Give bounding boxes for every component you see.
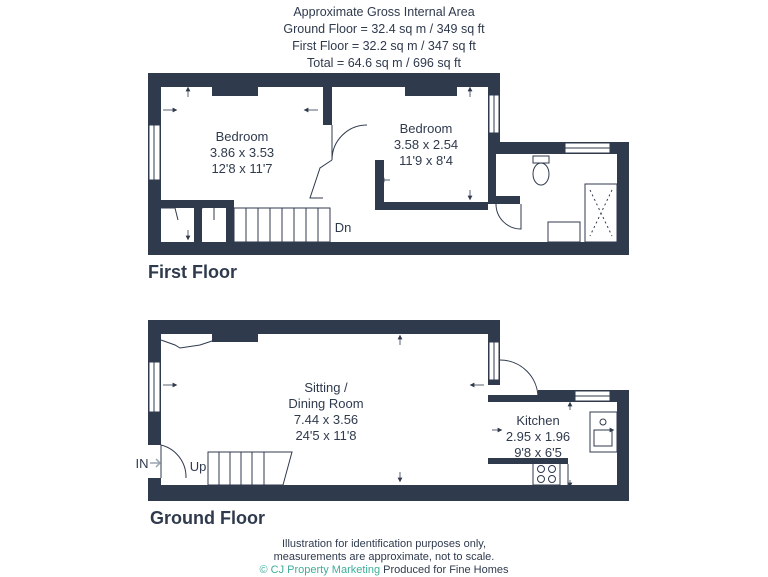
hob xyxy=(533,462,560,485)
stairs-side-wall xyxy=(226,200,234,242)
chimney-breast xyxy=(212,84,258,96)
area-title: Approximate Gross Internal Area xyxy=(293,5,475,19)
bathroom-right-wall xyxy=(617,142,629,255)
sitting-room-imperial: 24'5 x 11'8 xyxy=(295,428,357,443)
total-area: Total = 64.6 sq m / 696 sq ft xyxy=(307,56,461,70)
ground-floor-left-wall-lower xyxy=(148,478,161,501)
entrance-arrow-icon xyxy=(150,459,160,467)
disclaimer-line2: measurements are approximate, not to scale. xyxy=(273,551,495,563)
stairs-up-label: Up xyxy=(189,459,207,474)
bedroom2-metric: 3.58 x 2.54 xyxy=(393,137,459,152)
partition-wall-upper xyxy=(323,87,332,125)
bedroom2-bottom-wall xyxy=(375,202,488,210)
bathroom-left-wall xyxy=(488,154,496,204)
sitting-room-name-1: Sitting / xyxy=(304,380,348,395)
ground-floor-top-wall xyxy=(148,320,500,334)
door-swing xyxy=(496,204,521,229)
front-door[interactable] xyxy=(161,445,186,478)
kitchen-door[interactable] xyxy=(500,360,538,398)
stairs-down-label: Dn xyxy=(334,220,352,235)
kitchen-imperial: 9'8 x 6'5 xyxy=(514,445,562,460)
ground-floor-label: Ground Floor xyxy=(150,508,265,528)
bedroom2-name: Bedroom xyxy=(399,121,453,136)
ground-chimney-breast xyxy=(212,330,258,342)
ground-floor-bottom-wall xyxy=(148,485,629,501)
bedroom1-imperial: 12'8 x 11'7 xyxy=(211,161,273,176)
washbasin xyxy=(548,222,580,242)
landing-wall xyxy=(161,200,226,208)
door-swing xyxy=(332,125,367,160)
bedroom2-imperial: 11'9 x 8'4 xyxy=(399,153,453,168)
entrance-label: IN xyxy=(135,456,149,471)
bathroom-fittings xyxy=(533,156,617,242)
disclaimer-line1: Illustration for identification purposes only, xyxy=(281,538,486,550)
kitchen-metric: 2.95 x 1.96 xyxy=(505,429,571,444)
cupboard-wall xyxy=(194,200,202,242)
sitting-room-metric: 7.44 x 3.56 xyxy=(293,412,359,427)
first-floor-label: First Floor xyxy=(148,262,237,282)
toilet-cistern xyxy=(533,156,549,163)
toilet xyxy=(533,163,549,185)
bathroom-step-wall xyxy=(496,196,520,204)
ground-floor-plan xyxy=(148,320,629,501)
bedroom1-name: Bedroom xyxy=(215,129,269,144)
produced-credit: Produced for Fine Homes xyxy=(383,564,509,576)
ground-floor-stairs xyxy=(208,452,292,485)
first-floor-area: First Floor = 32.2 sq m / 347 sq ft xyxy=(292,39,476,53)
kitchen-name: Kitchen xyxy=(516,413,560,428)
bedroom1-metric: 3.86 x 3.53 xyxy=(209,145,275,160)
disclaimer-footer xyxy=(0,538,768,577)
first-floor-bottom-wall xyxy=(148,242,629,255)
kitchen-right-wall xyxy=(617,390,629,501)
credit-line xyxy=(0,564,768,577)
ground-floor-area: Ground Floor = 32.4 sq m / 349 sq ft xyxy=(283,22,485,36)
brand-credit[interactable]: © CJ Property Marketing xyxy=(259,564,381,576)
chimney-breast-2 xyxy=(405,84,457,96)
first-floor-room-labels xyxy=(210,121,458,235)
sitting-room-name-2: Dining Room xyxy=(288,396,364,411)
first-floor-stairs xyxy=(234,208,330,242)
door-frame xyxy=(310,160,332,198)
